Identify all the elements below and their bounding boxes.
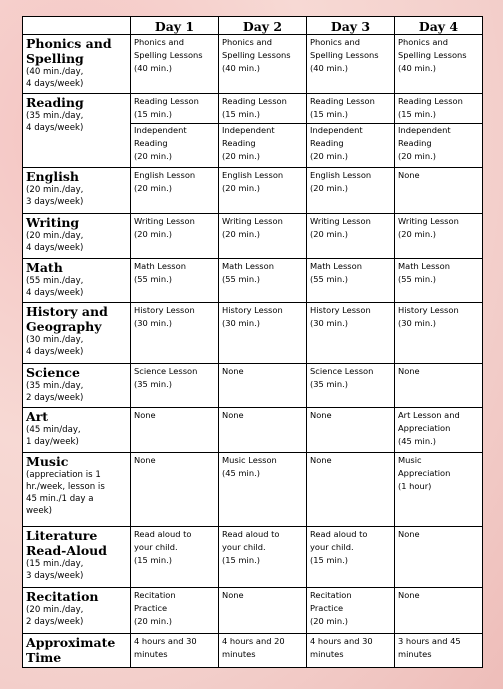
- schedule-entry: History Lesson (30 min.): [134, 305, 195, 328]
- schedule-entry: None: [398, 529, 420, 539]
- day-4-cell: [395, 94, 483, 168]
- table-row: [23, 94, 483, 168]
- schedule-entry: None: [134, 455, 156, 465]
- day-3-cell: [307, 259, 395, 303]
- day-4-cell: [395, 214, 483, 259]
- schedule-entry: Music Lesson (45 min.): [222, 455, 277, 478]
- day-1-cell: [131, 94, 219, 168]
- schedule-entry: None: [222, 410, 244, 420]
- subject-cell: [23, 364, 131, 408]
- schedule-entry: Read aloud to your child. (15 min.): [222, 529, 280, 565]
- subject-cell: [23, 453, 131, 527]
- subject-name: Math: [26, 260, 63, 275]
- schedule-entry: Math Lesson (55 min.): [398, 261, 450, 284]
- subject-cell: [23, 408, 131, 453]
- subject-detail: (55 min./day, 4 days/week): [26, 276, 84, 298]
- day-1-cell: [131, 408, 219, 453]
- day-4-cell: [395, 588, 483, 634]
- day-4-cell: [395, 35, 483, 94]
- subject-detail: (20 min./day, 3 days/week): [26, 185, 84, 207]
- day-1-cell: [131, 588, 219, 634]
- schedule-entry: 4 hours and 30 minutes: [310, 636, 373, 659]
- table-row: [23, 303, 483, 364]
- subject-cell: [23, 588, 131, 634]
- day-3-cell: [307, 453, 395, 527]
- day-4-cell: [395, 453, 483, 527]
- header-day-3: Day 3: [307, 17, 395, 35]
- day-4-cell: [395, 364, 483, 408]
- day-2-cell: [219, 453, 307, 527]
- schedule-entry: Writing Lesson (20 min.): [310, 216, 371, 239]
- day-4-cell: [395, 527, 483, 588]
- schedule-entry: Recitation Practice (20 min.): [134, 590, 176, 626]
- day-1-cell: [131, 35, 219, 94]
- day-4-cell: [395, 168, 483, 214]
- table-row: [23, 453, 483, 527]
- schedule-entry: Read aloud to your child. (15 min.): [310, 529, 368, 565]
- schedule-entry: Independent Reading (20 min.): [398, 125, 451, 161]
- schedule-entry: History Lesson (30 min.): [398, 305, 459, 328]
- subject-name: Music: [26, 454, 69, 469]
- subject-detail: (15 min./day, 3 days/week): [26, 559, 84, 581]
- schedule-entry: Writing Lesson (20 min.): [398, 216, 459, 239]
- day-2-cell: [219, 634, 307, 668]
- schedule-entry: Math Lesson (55 min.): [134, 261, 186, 284]
- day-3-cell: [307, 303, 395, 364]
- day-2-cell: [219, 588, 307, 634]
- day-4-cell: [395, 408, 483, 453]
- day-3-cell: [307, 634, 395, 668]
- subject-detail: (45 min/day, 1 day/week): [26, 425, 81, 447]
- subject-detail: (40 min./day, 4 days/week): [26, 67, 84, 89]
- schedule-entry: English Lesson (20 min.): [134, 170, 196, 193]
- subject-name: Writing: [26, 215, 80, 230]
- schedule-entry: Reading Lesson (15 min.): [398, 96, 463, 119]
- day-1-cell: [131, 364, 219, 408]
- day-2-cell: [219, 214, 307, 259]
- schedule-entry: Independent Reading (20 min.): [222, 125, 275, 161]
- subject-detail: (appreciation is 1 hr./week, lesson is 45 min./1 day a week): [26, 470, 105, 516]
- subject-cell: [23, 214, 131, 259]
- table-row: [23, 634, 483, 668]
- day-2-cell: [219, 364, 307, 408]
- schedule-entry: None: [134, 410, 156, 420]
- subject-detail: (35 min./day, 4 days/week): [26, 111, 84, 133]
- schedule-entry: Music Appreciation (1 hour): [398, 455, 451, 491]
- day-1-cell: [131, 214, 219, 259]
- day-2-cell: [219, 527, 307, 588]
- day-1-cell: [131, 527, 219, 588]
- day-3-cell: [307, 408, 395, 453]
- schedule-entry: Phonics and Spelling Lessons (40 min.): [222, 37, 291, 73]
- schedule-entry: None: [222, 590, 244, 600]
- subject-detail: (35 min./day, 2 days/week): [26, 381, 84, 403]
- day-3-cell: [307, 35, 395, 94]
- schedule-entry: Independent Reading (20 min.): [310, 125, 363, 161]
- header-day-4: Day 4: [395, 17, 483, 35]
- schedule-entry: History Lesson (30 min.): [222, 305, 283, 328]
- schedule-entry: None: [398, 590, 420, 600]
- table-row: [23, 259, 483, 303]
- subject-name: History and Geography: [26, 304, 108, 334]
- weekly-schedule-table: [22, 16, 483, 668]
- day-3-cell: [307, 168, 395, 214]
- schedule-entry: Phonics and Spelling Lessons (40 min.): [134, 37, 203, 73]
- schedule-entry: None: [222, 366, 244, 376]
- schedule-entry: Writing Lesson (20 min.): [222, 216, 283, 239]
- schedule-entry: Writing Lesson (20 min.): [134, 216, 195, 239]
- day-2-cell: [219, 168, 307, 214]
- schedule-entry: Math Lesson (55 min.): [222, 261, 274, 284]
- subject-name: Literature Read-Aloud: [26, 528, 107, 558]
- day-2-cell: [219, 35, 307, 94]
- day-2-cell: [219, 408, 307, 453]
- table-row: [23, 408, 483, 453]
- subject-cell: [23, 35, 131, 94]
- header-blank: [23, 17, 131, 35]
- subject-name: Science: [26, 365, 80, 380]
- day-2-cell: [219, 259, 307, 303]
- day-2-cell: [219, 94, 307, 168]
- subject-name: Reading: [26, 95, 84, 110]
- schedule-entry: Independent Reading (20 min.): [134, 125, 187, 161]
- schedule-entry: Reading Lesson (15 min.): [222, 96, 287, 119]
- day-4-cell: [395, 259, 483, 303]
- subject-cell: [23, 94, 131, 168]
- day-3-cell: [307, 588, 395, 634]
- day-3-cell: [307, 364, 395, 408]
- table-row: [23, 214, 483, 259]
- schedule-body: [23, 35, 483, 668]
- schedule-entry: Math Lesson (55 min.): [310, 261, 362, 284]
- header-day-1: Day 1: [131, 17, 219, 35]
- subject-detail: (20 min./day, 2 days/week): [26, 605, 84, 627]
- schedule-entry: Phonics and Spelling Lessons (40 min.): [310, 37, 379, 73]
- subject-name: Art: [26, 409, 49, 424]
- subject-cell: [23, 527, 131, 588]
- header-row: [23, 17, 483, 35]
- subject-cell: [23, 168, 131, 214]
- schedule-entry: None: [398, 366, 420, 376]
- schedule-entry: Reading Lesson (15 min.): [310, 96, 375, 119]
- day-1-cell: [131, 303, 219, 364]
- schedule-entry: 4 hours and 30 minutes: [134, 636, 197, 659]
- day-4-cell: [395, 634, 483, 668]
- schedule-entry: 3 hours and 45 minutes: [398, 636, 461, 659]
- day-1-cell: [131, 453, 219, 527]
- table-row: [23, 364, 483, 408]
- subject-detail: (20 min./day, 4 days/week): [26, 231, 84, 253]
- day-1-cell: [131, 259, 219, 303]
- day-3-cell: [307, 527, 395, 588]
- day-3-cell: [307, 94, 395, 168]
- header-day-2: Day 2: [219, 17, 307, 35]
- day-3-cell: [307, 214, 395, 259]
- schedule-entry: History Lesson (30 min.): [310, 305, 371, 328]
- schedule-entry: Science Lesson (35 min.): [134, 366, 198, 389]
- subject-cell: [23, 634, 131, 668]
- day-1-cell: [131, 168, 219, 214]
- schedule-entry: Read aloud to your child. (15 min.): [134, 529, 192, 565]
- subject-cell: [23, 303, 131, 364]
- subject-name: Recitation: [26, 589, 99, 604]
- schedule-entry: Phonics and Spelling Lessons (40 min.): [398, 37, 467, 73]
- subject-name: Phonics and Spelling: [26, 36, 112, 66]
- subject-name: Approximate Time: [26, 635, 116, 665]
- schedule-entry: 4 hours and 20 minutes: [222, 636, 285, 659]
- schedule-entry: Science Lesson (35 min.): [310, 366, 374, 389]
- schedule-entry: None: [310, 455, 332, 465]
- schedule-entry: Recitation Practice (20 min.): [310, 590, 352, 626]
- subject-detail: (30 min./day, 4 days/week): [26, 335, 84, 357]
- schedule-entry: Art Lesson and Appreciation (45 min.): [398, 410, 460, 446]
- day-2-cell: [219, 303, 307, 364]
- subject-cell: [23, 259, 131, 303]
- schedule-entry: None: [310, 410, 332, 420]
- table-row: [23, 168, 483, 214]
- day-1-cell: [131, 634, 219, 668]
- schedule-entry: None: [398, 170, 420, 180]
- table-row: [23, 35, 483, 94]
- schedule-entry: English Lesson (20 min.): [222, 170, 284, 193]
- schedule-entry: English Lesson (20 min.): [310, 170, 372, 193]
- schedule-page: [22, 16, 482, 668]
- schedule-entry: Reading Lesson (15 min.): [134, 96, 199, 119]
- table-row: [23, 588, 483, 634]
- day-4-cell: [395, 303, 483, 364]
- subject-name: English: [26, 169, 79, 184]
- table-row: [23, 527, 483, 588]
